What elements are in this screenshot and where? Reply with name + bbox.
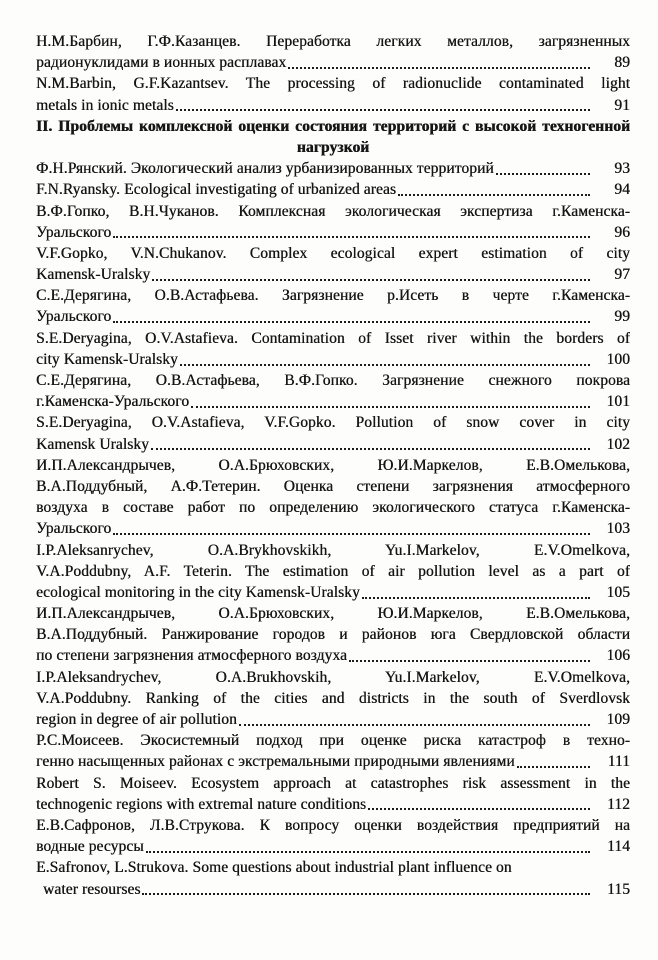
toc-line: I.P.Aleksanrychev, O.A.Brykhovskikh, Yu.I.Markelov, E.V.Omelkova, <box>36 541 630 559</box>
toc-lines <box>36 31 630 900</box>
toc-line: I.P.Aleksandrychev, O.A.Brukhovskih, Yu.I.Markelov, E.V.Omelkova, <box>36 668 630 686</box>
toc-line: И.П.Александрычев, О.А.Брюховских, Ю.И.Маркелов, Е.В.Омелькова, <box>36 605 630 623</box>
page-number: 106 <box>606 647 630 665</box>
toc-line: С.Е.Дерягина, О.В.Астафьева, В.Ф.Гопко. Загрязнение снежного покрова <box>36 372 630 389</box>
toc-line: И.П.Александрычев, О.А.Брюховских, Ю.И.Маркелов, Е.В.Омелькова, <box>36 456 630 474</box>
dot-leader <box>368 794 590 811</box>
page-number: 103 <box>606 520 630 538</box>
page-number: 114 <box>607 838 630 856</box>
dot-leader <box>288 52 590 69</box>
dot-leader <box>146 836 590 853</box>
toc-line <box>36 751 630 772</box>
page-number: 112 <box>607 795 630 813</box>
dot-leader <box>191 391 590 408</box>
toc-line <box>36 879 630 900</box>
toc-line: V.F.Gopko, V.N.Chukanov. Complex ecological expert estimation of city <box>36 244 630 262</box>
toc-line <box>36 518 630 539</box>
toc-line <box>36 645 630 666</box>
toc-line: S.E.Deryagina, O.V.Astafieva. Contamination of Isset river within the borders of <box>36 329 630 347</box>
toc-line <box>36 836 630 857</box>
dot-leader <box>362 582 590 599</box>
entry-text: Kamensk-Uralsky <box>36 266 151 284</box>
section-header-line: нагрузкой <box>296 138 370 156</box>
entry-text: Уральского <box>36 520 112 538</box>
entry-text: Уральского <box>36 308 112 326</box>
dot-leader <box>496 158 590 175</box>
toc-line: S.E.Deryagina, O.V.Astafieva, V.F.Gopko. Pollution of snow cover in city <box>36 414 630 432</box>
toc-line: Н.М.Барбин, Г.Ф.Казанцев. Переработка легких металлов, загрязненных <box>36 33 630 50</box>
entry-text: Kamensk Uralsky <box>36 435 149 453</box>
dot-leader <box>517 751 590 768</box>
toc-line <box>36 222 630 243</box>
dot-leader <box>152 264 590 281</box>
toc-line <box>36 794 630 815</box>
entry-text: по степени загрязнения атмосферного воздуха <box>36 647 347 665</box>
entry-text: Ф.Н.Рянский. Экологический анализ урбанизированных территорий <box>36 160 494 178</box>
page-number: 94 <box>614 181 630 199</box>
entry-text: водные ресурсы <box>36 838 144 856</box>
entry-text: генно насыщенных районах с экстремальными природными явлениями <box>36 753 515 771</box>
entry-text: region in degree of air pollution <box>36 711 237 728</box>
dot-leader <box>142 879 590 896</box>
toc-line: Е.В.Сафронов, Л.В.Струкова. К вопросу оценки воздействия предприятий на <box>36 816 630 834</box>
toc-line: E.Safronov, L.Strukova. Some questions about industrial plant influence on <box>36 859 512 877</box>
toc-line: N.M.Barbin, G.F.Kazantsev. The processing of radionuclide contaminated light <box>36 75 630 93</box>
toc-line: В.А.Поддубный. Ранжирование городов и районов юга Свердловской области <box>36 626 630 644</box>
entry-text: ecological monitoring in the city Kamensk-Uralsky <box>36 583 360 601</box>
toc-line <box>36 582 630 603</box>
page-number: 100 <box>606 350 630 368</box>
section-header-line: II. Проблемы комплексной оценки состояния территорий с высокой техногенной <box>36 117 630 135</box>
entry-text: радионуклидами в ионных расплавах <box>36 54 287 72</box>
toc-line: Robert S. Moiseev. Ecosystem approach at catastrophes risk assessment in the <box>36 774 630 792</box>
dot-leader <box>180 349 590 366</box>
page-number: 91 <box>614 96 630 114</box>
page-number: 111 <box>607 753 630 771</box>
toc-line <box>36 434 630 455</box>
dot-leader <box>113 518 590 535</box>
page-number: 96 <box>614 223 630 241</box>
page-number: 97 <box>614 266 630 284</box>
toc-line: В.Ф.Гопко, В.Н.Чуканов. Комплексная экологическая экспертиза г.Каменска- <box>36 202 630 220</box>
entry-text: technogenic regions with extremal nature conditions <box>36 795 367 813</box>
toc-line <box>36 391 630 412</box>
toc-line <box>36 179 630 200</box>
toc-line <box>36 52 630 73</box>
toc-line: V.A.Poddubny, A.F. Teterin. The estimation of air pollution level as a part of <box>36 562 630 580</box>
toc-line <box>36 349 630 370</box>
entry-text: F.N.Ryansky. Ecological investigating of urbanized areas <box>36 181 396 199</box>
page-number: 102 <box>606 435 630 453</box>
dot-leader <box>113 306 590 323</box>
page-number: 99 <box>614 308 630 326</box>
page-number: 109 <box>606 711 630 728</box>
page-number: 89 <box>614 54 630 72</box>
page-number: 105 <box>606 583 630 601</box>
dot-leader <box>151 434 590 451</box>
toc-line <box>36 709 630 730</box>
toc-line <box>36 95 630 116</box>
entry-text: city Kamensk-Uralsky <box>36 350 178 368</box>
dot-leader <box>239 709 590 726</box>
dot-leader <box>398 179 590 196</box>
toc-line: С.Е.Дерягина, О.В.Астафьева. Загрязнение р.Исеть в черте г.Каменска- <box>36 287 630 305</box>
dot-leader <box>176 95 590 112</box>
toc-line <box>36 264 630 285</box>
toc-line: воздуха в составе работ по определению экологического статуса г.Каменска- <box>36 499 630 517</box>
toc-line: V.A.Poddubny. Ranking of the cities and districts in the south of Sverdlovsk <box>36 689 630 707</box>
toc-line: Р.С.Моисеев. Экосистемный подход при оценке риска катастроф в техно- <box>36 732 630 750</box>
page-number: 115 <box>607 880 630 898</box>
dot-leader <box>349 645 590 662</box>
entry-text: Уральского <box>36 223 112 241</box>
toc-line: В.А.Поддубный, А.Ф.Тетерин. Оценка степени загрязнения атмосферного <box>36 477 630 495</box>
page-number: 93 <box>614 160 630 178</box>
entry-text: water resourses <box>43 880 141 898</box>
entry-text: metals in ionic metals <box>36 96 174 114</box>
page-number: 101 <box>606 393 630 411</box>
toc-line <box>36 306 630 327</box>
dot-leader <box>113 222 590 239</box>
entry-text: г.Каменска-Уральского <box>36 393 190 411</box>
toc-line <box>36 158 630 179</box>
